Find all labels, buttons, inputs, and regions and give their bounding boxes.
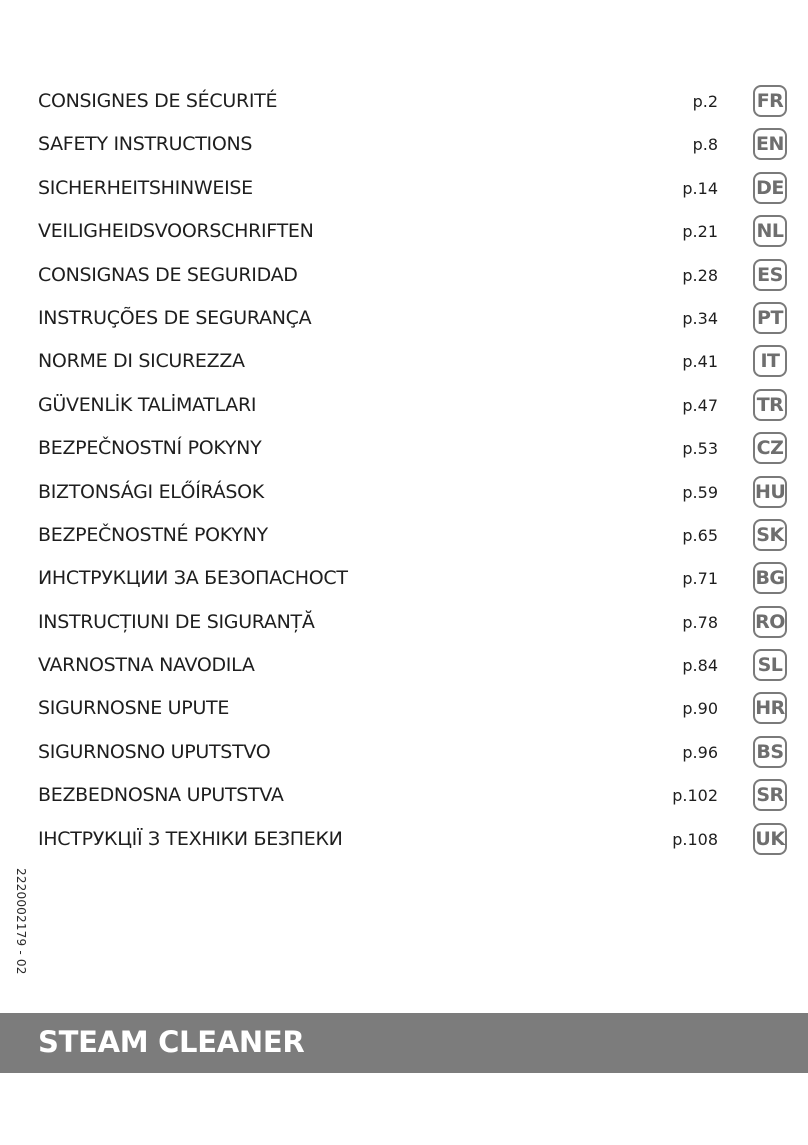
product-banner	[0, 1013, 808, 1073]
document-reference-code: 2220002179 - 02	[14, 868, 28, 975]
toc-title: ІНСТРУКЦІЇ З ТЕХНІКИ БЕЗПЕКИ	[38, 827, 343, 850]
toc-title: BIZTONSÁGI ELŐÍRÁSOK	[38, 480, 264, 503]
language-badge: PT	[753, 302, 787, 334]
toc-title: VEILIGHEIDSVOORSCHRIFTEN	[38, 220, 314, 243]
toc-row-sr[interactable]	[0, 775, 808, 818]
toc-title: CONSIGNAS DE SEGURIDAD	[38, 263, 298, 286]
toc-page-number: p.78	[682, 612, 718, 632]
toc-page-number: p.96	[682, 742, 718, 762]
toc-title: INSTRUÇÕES DE SEGURANÇA	[38, 306, 312, 329]
language-badge: IT	[753, 345, 787, 377]
toc-row-bg[interactable]	[0, 558, 808, 601]
toc-row-sk[interactable]	[0, 515, 808, 558]
toc-title: BEZBEDNOSNA UPUTSTVA	[38, 784, 284, 807]
toc-page-number: p.14	[682, 178, 718, 198]
product-name: STEAM CLEANER	[38, 1025, 305, 1059]
language-badge: SL	[753, 649, 787, 681]
toc-page-number: p.2	[692, 92, 718, 111]
language-badge: EN	[753, 128, 787, 160]
toc-title: BEZPEČNOSTNÍ POKYNY	[38, 437, 262, 460]
toc-page-number: p.71	[682, 569, 718, 589]
toc-page-number: p.8	[692, 135, 718, 155]
toc-row-uk[interactable]	[0, 819, 808, 862]
toc-row-sl[interactable]	[0, 645, 808, 688]
toc-row-es[interactable]	[0, 255, 808, 298]
language-badge: BS	[753, 736, 787, 768]
toc-title: NORME DI SICUREZZA	[38, 350, 245, 373]
toc-row-de[interactable]	[0, 168, 808, 211]
language-badge: SK	[753, 519, 787, 551]
language-badge: TR	[753, 389, 787, 421]
toc-row-fr[interactable]	[0, 81, 808, 124]
toc-row-en[interactable]	[0, 124, 808, 167]
toc-row-ro[interactable]	[0, 602, 808, 645]
toc-row-nl[interactable]	[0, 211, 808, 254]
language-badge: DE	[753, 172, 787, 204]
toc-page-number: p.34	[682, 308, 718, 328]
toc-row-pt[interactable]	[0, 298, 808, 341]
toc-row-hr[interactable]	[0, 688, 808, 731]
toc-page-number: p.28	[682, 265, 718, 285]
language-badge: HU	[753, 476, 787, 508]
toc-title: ИНСТРУКЦИИ ЗА БЕЗОПАСНОСТ	[38, 567, 348, 590]
toc-title: SAFETY INSTRUCTIONS	[38, 133, 253, 156]
language-badge: ES	[753, 259, 787, 291]
toc-page-number: p.53	[682, 439, 718, 459]
toc-page-number: p.65	[682, 525, 718, 545]
toc-page-number: p.41	[682, 352, 718, 372]
table-of-contents	[0, 81, 808, 862]
toc-title: GÜVENLİK TALİMATLARI	[38, 393, 257, 416]
language-badge: CZ	[753, 432, 787, 464]
toc-row-hu[interactable]	[0, 472, 808, 515]
language-badge: NL	[753, 215, 787, 247]
toc-title: SIGURNOSNO UPUTSTVO	[38, 740, 271, 763]
toc-page-number: p.90	[682, 699, 718, 719]
toc-page-number: p.59	[682, 482, 718, 502]
language-badge: HR	[753, 692, 787, 724]
language-badge: UK	[753, 823, 787, 855]
toc-row-bs[interactable]	[0, 732, 808, 775]
toc-row-cz[interactable]	[0, 428, 808, 471]
toc-page-number: p.21	[682, 222, 718, 242]
toc-page-number: p.84	[682, 656, 718, 676]
toc-title: SICHERHEITSHINWEISE	[38, 176, 253, 199]
language-badge: BG	[753, 562, 787, 594]
language-badge: RO	[753, 606, 787, 638]
language-badge: SR	[753, 779, 787, 811]
toc-row-tr[interactable]	[0, 385, 808, 428]
toc-row-it[interactable]	[0, 341, 808, 384]
toc-title: SIGURNOSNE UPUTE	[38, 697, 230, 720]
toc-page-number: p.108	[672, 829, 718, 849]
toc-page-number: p.47	[682, 395, 718, 415]
language-badge: FR	[753, 85, 787, 117]
toc-title: CONSIGNES DE SÉCURITÉ	[38, 90, 278, 112]
toc-page-number: p.102	[672, 786, 718, 806]
toc-title: INSTRUCȚIUNI DE SIGURANȚĂ	[38, 610, 315, 633]
toc-title: BEZPEČNOSTNÉ POKYNY	[38, 523, 268, 546]
toc-title: VARNOSTNA NAVODILA	[38, 654, 255, 677]
